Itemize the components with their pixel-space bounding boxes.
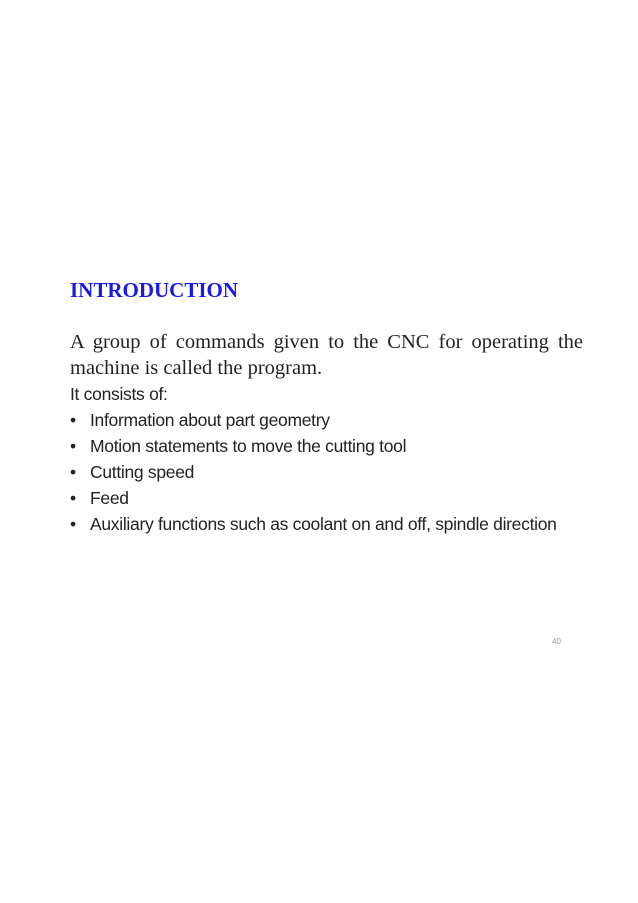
section-title: INTRODUCTION <box>70 278 239 302</box>
list-item <box>70 407 583 433</box>
list-item <box>70 511 583 537</box>
bullet-list <box>70 407 583 537</box>
list-item-text: Information about part geometry <box>90 410 330 430</box>
bullet-icon: • <box>70 462 76 482</box>
bullet-icon: • <box>70 410 76 430</box>
bullet-icon: • <box>70 488 76 508</box>
intro-paragraph: A group of commands given to the CNC for operating the machine is called the program. <box>70 331 583 379</box>
list-lead: It consists of: <box>70 384 168 404</box>
list-item-text: Feed <box>90 488 129 508</box>
page-number: 40 <box>552 637 561 646</box>
bullet-icon: • <box>70 436 76 456</box>
list-item <box>70 485 583 511</box>
list-item-text: Auxiliary functions such as coolant on and off, spindle direction <box>90 514 557 534</box>
list-item <box>70 459 583 485</box>
list-item <box>70 433 583 459</box>
list-item-text: Cutting speed <box>90 462 195 482</box>
list-item-text: Motion statements to move the cutting tool <box>90 436 407 456</box>
bullet-icon: • <box>70 514 76 534</box>
slide-content <box>70 277 583 537</box>
